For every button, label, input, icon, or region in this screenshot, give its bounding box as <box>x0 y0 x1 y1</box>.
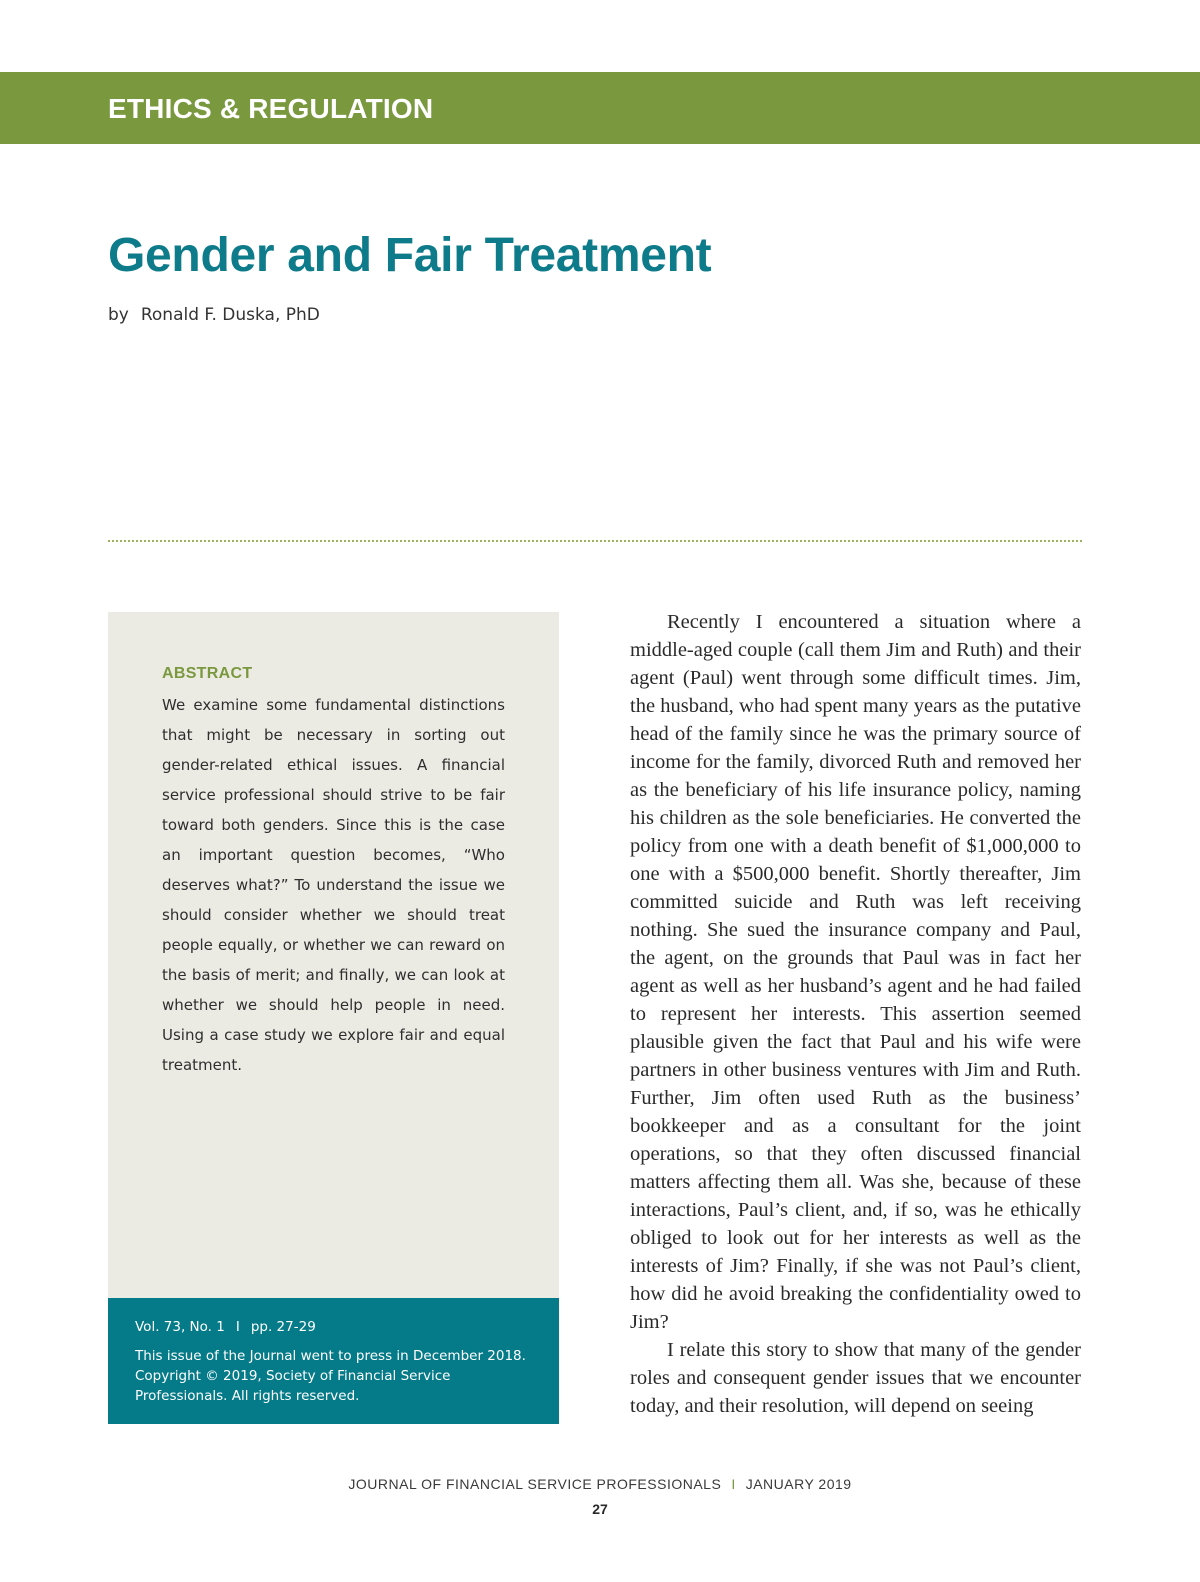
copyright-note: This issue of the Journal went to press in December 2018. Copyright © 2019, Society of Financial Service Professionals. All rights reserved. <box>135 1348 526 1404</box>
byline <box>108 303 320 327</box>
abstract-text: We examine some fundamental distinctions that might be necessary in sorting out gender-related ethical issues. A financial service professional should strive to be fair toward both genders. Since this is the case an important question becomes, “Who deserves what?” To understand the issue we should consider whether we should treat people equally, or whether we can reward on the basis of merit; and finally, we can look at whether we should help people in need. Using a case study we explore fair and equal treatment. <box>162 696 505 1074</box>
running-footer <box>0 1474 1200 1494</box>
article-title: Gender and Fair Treatment <box>108 229 712 282</box>
footer-separator: I <box>731 1476 736 1492</box>
issue-date: JANUARY 2019 <box>745 1476 852 1492</box>
body-paragraph: Recently I encountered a situation where a middle-aged couple (call them Jim and Ruth) and their agent (Paul) went through some difficult times. Jim, the husband, who had spent many years as the putative head of the family since he was the primary source of income for the family, divorced Ruth and removed her as the beneficiary of his life insurance policy, naming his children as the sole beneficiaries. He converted the policy from one with a death benefit of $1,000,000 to one with a $500,000 benefit. Shortly thereafter, Jim committed suicide and Ruth was left receiving nothing. She sued the insurance company and Paul, the agent, on the grounds that Paul was in fact her agent as well as her husband’s agent and he had failed to represent her interests. This assertion seemed plausible given the fact that Paul and his wife were partners in other business ventures with Jim and Ruth. Further, Jim often used Ruth as the business’ bookkeeper and as a consultant for the joint operations, so that they often discussed financial matters affecting them all. Was she, because of these interactions, Paul’s client, and, if so, was he ethically obliged to look out for her interests as well as the interests of Jim? Finally, if she was not Paul’s client, how did he avoid breaking the confidentiality owed to Jim? <box>630 611 1081 1333</box>
page-range: pp. 27-29 <box>250 1319 316 1335</box>
abstract-heading: ABSTRACT <box>162 665 253 682</box>
byline-prefix: by <box>108 305 129 325</box>
volume-issue: Vol. 73, No. 1 <box>135 1319 225 1335</box>
article-body <box>630 608 1081 1420</box>
author-name: Ronald F. Duska, PhD <box>140 305 320 325</box>
citation-separator: I <box>235 1319 240 1335</box>
citation-line <box>135 1317 316 1337</box>
body-paragraph: I relate this story to show that many of the gender roles and consequent gender issues that we encounter today, and their resolution, will depend on seeing <box>630 1339 1081 1417</box>
journal-name: JOURNAL OF FINANCIAL SERVICE PROFESSIONALS <box>348 1476 722 1492</box>
dotted-divider <box>108 540 1082 542</box>
page-number: 27 <box>592 1501 608 1517</box>
section-label: ETHICS & REGULATION <box>108 93 434 124</box>
